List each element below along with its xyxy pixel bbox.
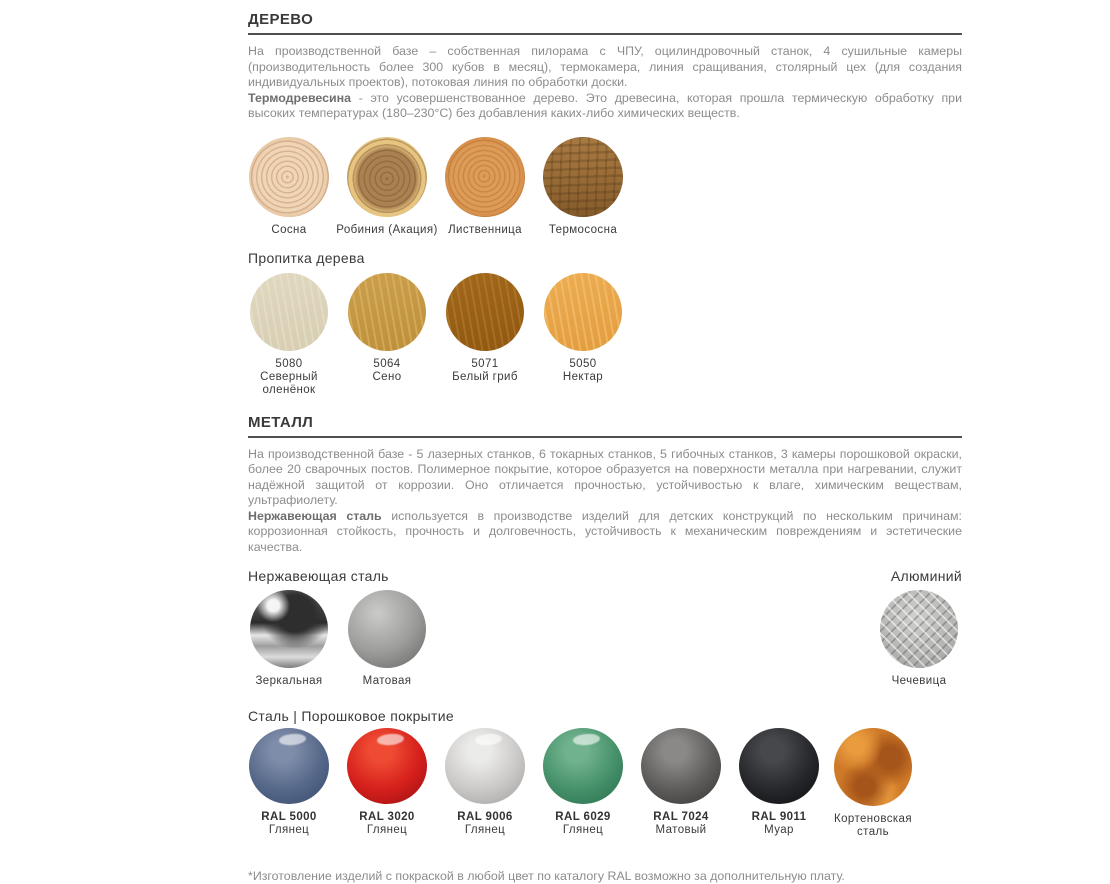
metal-section: [248, 415, 962, 840]
powder-swatch-ral6029: [534, 728, 632, 839]
swatch-label: Лиственница: [448, 223, 522, 236]
stainless-headings-row: [248, 568, 962, 585]
ral-finish: Муар: [764, 824, 794, 836]
swatch-label: Матовая: [362, 675, 412, 687]
corten-steel-swatch: [828, 728, 918, 839]
wood-swatch-thermopine: [534, 137, 632, 237]
metal-paragraph-2: [248, 509, 962, 556]
ral5000-swatch-image: [249, 728, 329, 804]
swatch-label: [563, 358, 603, 384]
swatch-label: [261, 811, 316, 837]
stain-name: Северный оленёнок: [260, 370, 318, 396]
powder-swatch-ral7024: [632, 728, 730, 839]
swatch-label: Сосна: [271, 223, 307, 236]
stainless-text: используется в производстве изделий для детских конструкций по нескольким причинам: коррозионная стойкость, прочность и долговечность, устойчивость к механическим повреждениям и эстетические качества.: [248, 508, 963, 554]
thermopine-wood-swatch-image: [543, 137, 623, 217]
swatch-label: Термососна: [548, 223, 618, 236]
swatch-label: [653, 811, 708, 837]
wood-section: [248, 12, 962, 397]
stain-code: 5080: [275, 357, 303, 370]
stain-code: 5071: [471, 357, 499, 370]
swatch-label: [752, 811, 807, 837]
impregnation-row: [240, 273, 962, 397]
stainless-row: [240, 590, 962, 688]
powder-swatch-ral9011: [730, 728, 828, 839]
stain-name: Нектар: [562, 370, 604, 383]
swatch-label: [359, 811, 414, 837]
ral6029-swatch-image: [543, 728, 623, 804]
ral-code: RAL 7024: [653, 811, 709, 823]
metal-paragraph-1: На производственной базе - 5 лазерных станков, 6 токарных станков, 5 гибочных станков, 3 камеры порошковой окраски, более 20 сварочных постов. Полимерное покрытие, которое образуется на поверхности металла при нагревании, служит надёжной защитой от коррозии. Оно отличается прочностью, устойчивостью к влаге, химическим веществам, ультрафиолету.: [248, 446, 962, 507]
pine-wood-swatch-image: [249, 137, 329, 217]
wood-section-title: ДЕРЕВО: [248, 12, 962, 35]
larch-wood-swatch-image: [445, 137, 525, 217]
ral3020-swatch-image: [347, 728, 427, 804]
ral-finish: Глянец: [366, 824, 408, 836]
ral-code: RAL 5000: [261, 811, 317, 823]
swatch-label: Зеркальная: [255, 675, 323, 687]
ral-code: RAL 9011: [751, 811, 807, 823]
mirror-steel-swatch-image: [250, 590, 328, 668]
impregnation-swatch-5080: [240, 273, 338, 397]
swatch-label: Чечевица: [891, 675, 947, 687]
powder-swatch-ral3020: [338, 728, 436, 839]
wood-swatch-robinia: [338, 137, 436, 237]
ral7024-swatch-image: [641, 728, 721, 804]
stain-code: 5050: [569, 357, 597, 370]
aluminum-heading: Алюминий: [890, 568, 962, 584]
ral-code: RAL 3020: [359, 811, 415, 823]
stainless-lead: Нержавеющая сталь: [248, 508, 382, 523]
thermowood-text: - это усовершенствованное дерево. Это древесина, которая прошла термическую обработку при высоких температурах (180–230°С) без добавления каких-либо химических веществ.: [248, 90, 962, 120]
corten-swatch-image: [834, 728, 912, 806]
metal-section-title: МЕТАЛЛ: [248, 415, 962, 438]
stainless-heading: Нержавеющая сталь: [248, 568, 389, 584]
ral9011-swatch-image: [739, 728, 819, 804]
stain-5071-swatch-image: [446, 273, 524, 351]
impregnation-swatch-5064: [338, 273, 436, 397]
ral-finish: Глянец: [562, 824, 604, 836]
matte-steel-swatch-image: [348, 590, 426, 668]
wood-paragraph-2: [248, 91, 962, 122]
swatch-label: [452, 358, 518, 384]
checker-plate-swatch-image: [880, 590, 958, 668]
stainless-swatch-matte: [338, 590, 436, 688]
stain-name: Сено: [372, 370, 402, 383]
swatch-label: Робиния (Акация): [336, 223, 438, 236]
impregnation-swatch-5071: [436, 273, 534, 397]
swatch-label: [240, 358, 338, 397]
aluminum-swatch: [876, 590, 962, 688]
swatch-label: [457, 811, 512, 837]
powder-swatch-ral5000: [240, 728, 338, 839]
swatch-label: Кортеновская сталь: [834, 813, 912, 838]
wood-species-row: [240, 137, 962, 237]
ral-code: RAL 9006: [457, 811, 513, 823]
ral-finish: Глянец: [268, 824, 310, 836]
powder-swatch-ral9006: [436, 728, 534, 839]
swatch-label: [555, 811, 610, 837]
swatch-label: [372, 358, 401, 384]
stain-5064-swatch-image: [348, 273, 426, 351]
impregnation-title: Пропитка дерева: [248, 249, 365, 266]
catalog-content: [248, 0, 962, 884]
stain-5050-swatch-image: [544, 273, 622, 351]
wood-swatch-pine: [240, 137, 338, 237]
powder-coating-title: Сталь | Порошковое покрытие: [248, 708, 454, 724]
wood-swatch-larch: [436, 137, 534, 237]
stainless-swatch-mirror: [240, 590, 338, 688]
ral-finish: Глянец: [464, 824, 506, 836]
stain-name: Белый гриб: [452, 370, 518, 383]
footnote: *Изготовление изделий с покраской в любой цвет по каталогу RAL возможно за дополнительную плату.: [248, 869, 845, 883]
ral-finish: Матовый: [655, 824, 707, 836]
impregnation-swatch-5050: [534, 273, 632, 397]
stain-5080-swatch-image: [250, 273, 328, 351]
robinia-wood-swatch-image: [347, 137, 427, 217]
thermowood-lead: Термодревесина: [248, 90, 352, 105]
ral9006-swatch-image: [445, 728, 525, 804]
stain-code: 5064: [373, 357, 401, 370]
wood-paragraph-1: На производственной базе – собственная пилорама с ЧПУ, оцилиндровочный станок, 4 сушильные камеры (производительность более 300 кубов в месяц), термокамера, линия сращивания, столярный цех (для создания индивидуальных проектов), потоковая линия по обработки доски.: [248, 44, 962, 89]
ral-code: RAL 6029: [555, 811, 611, 823]
powder-coating-row: [240, 728, 962, 839]
